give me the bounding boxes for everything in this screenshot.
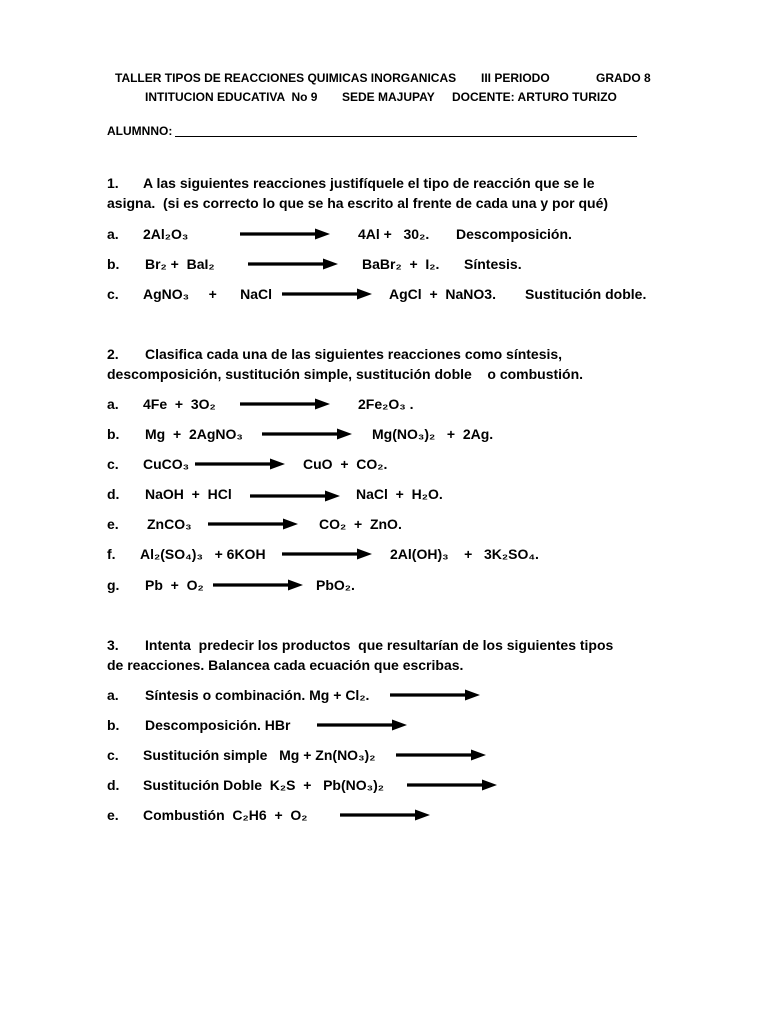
question-prompt: Intenta predecir los productos que resultarían de los siguientes tipos (145, 637, 614, 653)
reaction-products: 4Al + 30₂. (358, 226, 430, 242)
right-arrow-icon (317, 719, 407, 731)
reaction-reactants: Pb + O₂ (145, 577, 204, 593)
grade-label: GRADO 8 (596, 71, 651, 85)
item-label: c. (107, 747, 119, 763)
reaction-reactants: Mg + 2AgNO₃ (145, 426, 243, 442)
item-label: a. (107, 226, 119, 242)
item-label: e. (107, 516, 119, 532)
reaction-products: BaBr₂ + I₂. (362, 256, 440, 272)
item-label: f. (107, 546, 116, 562)
question-number: 1. (107, 175, 119, 191)
reaction-products: AgCl + NaNO3. (389, 286, 496, 302)
right-arrow-icon (340, 809, 430, 821)
item-label: a. (107, 687, 119, 703)
reaction-products: Mg(NO₃)₂ + 2Ag. (372, 426, 494, 442)
right-arrow-icon (250, 490, 340, 502)
teacher-label: DOCENTE: ARTURO TURIZO (452, 90, 617, 104)
reaction-products: PbO₂. (316, 577, 355, 593)
right-arrow-icon (208, 518, 298, 530)
reaction-products: 2Al(OH)₃ + 3K₂SO₄. (390, 546, 539, 562)
reaction-reactants: AgNO₃ + NaCl (143, 286, 272, 302)
reaction-prompt: Síntesis o combinación. Mg + Cl₂. (145, 687, 370, 703)
reaction-prompt: Sustitución simple Mg + Zn(NO₃)₂ (143, 747, 376, 763)
reaction-reactants: 4Fe + 3O₂ (143, 396, 216, 412)
student-name-blank (175, 136, 637, 137)
reaction-reactants: Br₂ + BaI₂ (145, 256, 215, 272)
reaction-type: Síntesis. (464, 256, 522, 272)
item-label: a. (107, 396, 119, 412)
right-arrow-icon (282, 288, 372, 300)
reaction-prompt: Descomposición. HBr (145, 717, 291, 733)
right-arrow-icon (407, 779, 497, 791)
question-number: 3. (107, 637, 119, 653)
reaction-type: Descomposición. (456, 226, 572, 242)
right-arrow-icon (240, 228, 330, 240)
item-label: e. (107, 807, 119, 823)
item-label: b. (107, 717, 120, 733)
right-arrow-icon (213, 579, 303, 591)
right-arrow-icon (240, 398, 330, 410)
right-arrow-icon (262, 428, 352, 440)
institution-label: INTITUCION EDUCATIVA No 9 (145, 90, 318, 104)
item-label: b. (107, 256, 120, 272)
question-prompt: de reacciones. Balancea cada ecuación que escribas. (107, 657, 464, 673)
reaction-reactants: NaOH + HCl (145, 486, 232, 502)
reaction-products: CuO + CO₂. (303, 456, 388, 472)
worksheet-title: TALLER TIPOS DE REACCIONES QUIMICAS INORGANICAS (115, 71, 457, 85)
student-label: ALUMNNO: (107, 124, 173, 138)
reaction-products: 2Fe₂O₃ . (358, 396, 414, 412)
item-label: c. (107, 286, 119, 302)
item-label: d. (107, 486, 120, 502)
right-arrow-icon (390, 689, 480, 701)
reaction-reactants: 2Al₂O₃ (143, 226, 189, 242)
reaction-products: NaCl + H₂O. (356, 486, 443, 502)
reaction-products: CO₂ + ZnO. (319, 516, 402, 532)
right-arrow-icon (195, 458, 285, 470)
question-prompt: Clasifica cada una de las siguientes reacciones como síntesis, (145, 346, 563, 362)
item-label: d. (107, 777, 120, 793)
reaction-type: Sustitución doble. (525, 286, 647, 302)
item-label: c. (107, 456, 119, 472)
reaction-prompt: Combustión C₂H6 + O₂ (143, 807, 308, 823)
item-label: b. (107, 426, 120, 442)
right-arrow-icon (282, 548, 372, 560)
question-number: 2. (107, 346, 119, 362)
reaction-reactants: CuCO₃ (143, 456, 190, 472)
question-prompt: asigna. (si es correcto lo que se ha escrito al frente de cada una y por qué) (107, 195, 609, 211)
question-prompt: descomposición, sustitución simple, sustitución doble o combustión. (107, 366, 584, 382)
right-arrow-icon (396, 749, 486, 761)
reaction-prompt: Sustitución Doble K₂S + Pb(NO₃)₂ (143, 777, 384, 793)
right-arrow-icon (248, 258, 338, 270)
period-label: III PERIODO (481, 71, 550, 85)
question-prompt: A las siguientes reacciones justifíquele el tipo de reacción que se le (143, 175, 595, 191)
reaction-reactants: ZnCO₃ (147, 516, 192, 532)
campus-label: SEDE MAJUPAY (342, 90, 435, 104)
item-label: g. (107, 577, 120, 593)
reaction-reactants: Al₂(SO₄)₃ + 6KOH (140, 546, 266, 562)
